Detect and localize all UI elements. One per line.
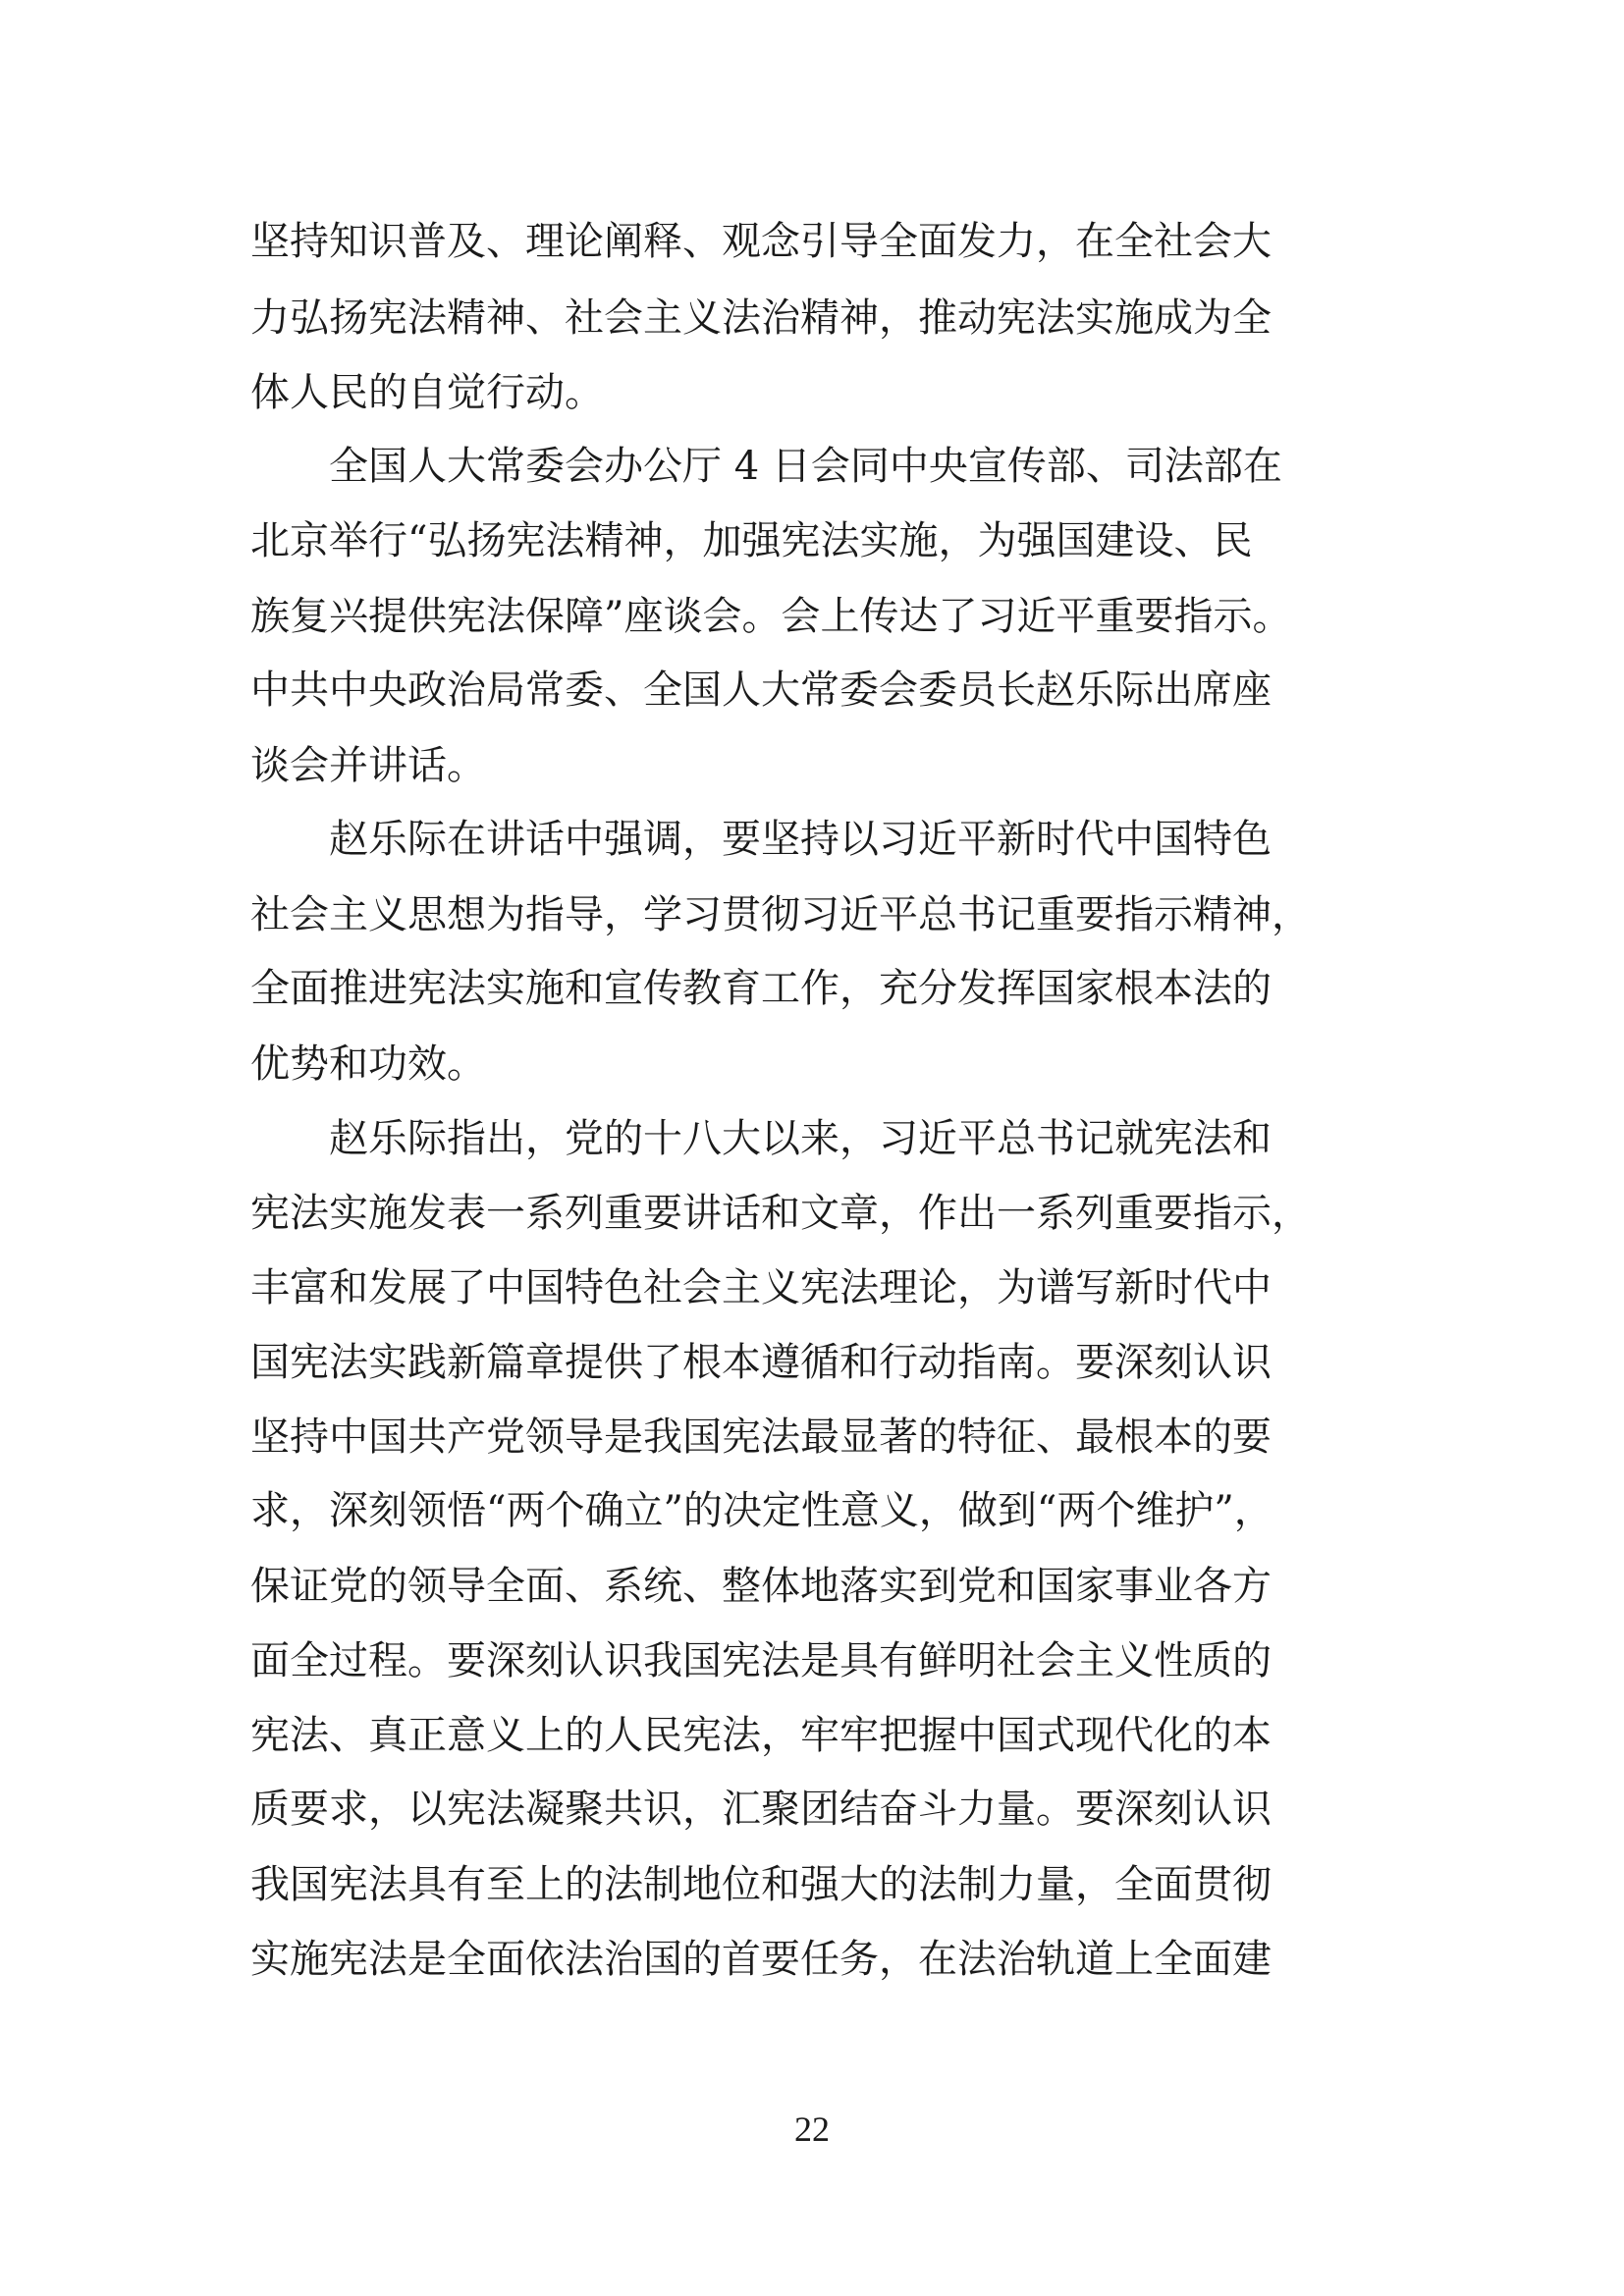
body-text-line: 求，深刻领悟“两个确立”的决定性意义，做到“两个维护”， xyxy=(250,1488,1273,1533)
body-text-line: 社会主义思想为指导，学习贯彻习近平总书记重要指示精神， xyxy=(250,892,1311,937)
body-text-line: 赵乐际指出，党的十八大以来，习近平总书记就宪法和 xyxy=(250,1116,1272,1161)
body-text-line: 体人民的自觉行动。 xyxy=(250,370,604,415)
body-text-line: 坚持中国共产党领导是我国宪法最显著的特征、最根本的要 xyxy=(250,1415,1272,1460)
body-text-line: 国宪法实践新篇章提供了根本遵循和行动指南。要深刻认识 xyxy=(250,1340,1272,1385)
body-text-line: 中共中央政治局常委、全国人大常委会委员长赵乐际出席座 xyxy=(250,667,1272,713)
body-text-line: 宪法实施发表一系列重要讲话和文章，作出一系列重要指示， xyxy=(250,1191,1311,1236)
body-text-line: 坚持知识普及、理论阐释、观念引导全面发力，在全社会大 xyxy=(250,219,1272,264)
body-text-line: 赵乐际在讲话中强调，要坚持以习近平新时代中国特色 xyxy=(250,817,1272,862)
body-text-line: 族复兴提供宪法保障”座谈会。会上传达了习近平重要指示。 xyxy=(250,594,1292,639)
body-text-line: 全国人大常委会办公厅 4 日会同中央宣传部、司法部在 xyxy=(250,444,1282,489)
body-text-line: 保证党的领导全面、系统、整体地落实到党和国家事业各方 xyxy=(250,1564,1272,1609)
body-text-line: 丰富和发展了中国特色社会主义宪法理论，为谱写新时代中 xyxy=(250,1265,1272,1310)
body-text-line: 面全过程。要深刻认识我国宪法是具有鲜明社会主义性质的 xyxy=(250,1638,1272,1683)
body-text-line: 力弘扬宪法精神、社会主义法治精神，推动宪法实施成为全 xyxy=(250,295,1272,341)
body-text-line: 质要求，以宪法凝聚共识，汇聚团结奋斗力量。要深刻认识 xyxy=(250,1787,1272,1832)
body-text-line: 优势和功效。 xyxy=(250,1041,486,1087)
body-text-line: 北京举行“弘扬宪法精神，加强宪法实施，为强国建设、民 xyxy=(250,518,1253,563)
body-text-line: 全面推进宪法实施和宣传教育工作，充分发挥国家根本法的 xyxy=(250,966,1272,1011)
body-text-line: 我国宪法具有至上的法制地位和强大的法制力量，全面贯彻 xyxy=(250,1862,1272,1907)
body-text-line: 实施宪法是全面依法治国的首要任务，在法治轨道上全面建 xyxy=(250,1937,1272,1982)
page-number: 22 xyxy=(794,2109,830,2149)
body-text-line: 宪法、真正意义上的人民宪法，牢牢把握中国式现代化的本 xyxy=(250,1713,1272,1758)
body-text-line: 谈会并讲话。 xyxy=(250,743,486,788)
